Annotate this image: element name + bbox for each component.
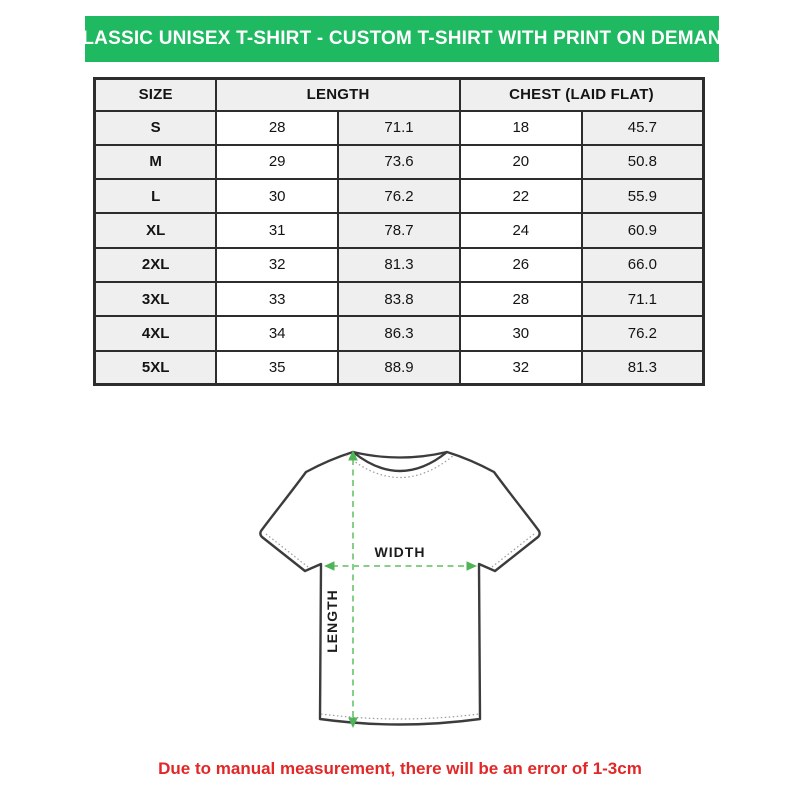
length-in-cell: 34 [216, 316, 338, 350]
col-header-chest: CHEST (LAID FLAT) [460, 79, 704, 111]
size-cell: 4XL [95, 316, 217, 350]
length-cm-cell: 78.7 [338, 213, 460, 247]
tshirt-measurement-diagram [240, 438, 560, 758]
chest-cm-cell: 81.3 [582, 351, 704, 385]
length-cm-cell: 86.3 [338, 316, 460, 350]
length-in-cell: 35 [216, 351, 338, 385]
chest-in-cell: 26 [460, 248, 582, 282]
chest-cm-cell: 50.8 [582, 145, 704, 179]
chest-cm-cell: 45.7 [582, 111, 704, 145]
chest-in-cell: 32 [460, 351, 582, 385]
size-cell: 5XL [95, 351, 217, 385]
chest-in-cell: 20 [460, 145, 582, 179]
measurement-note: Due to manual measurement, there will be an error of 1-3cm [158, 759, 642, 778]
size-cell: 2XL [95, 248, 217, 282]
col-header-length: LENGTH [216, 79, 460, 111]
length-cm-cell: 71.1 [338, 111, 460, 145]
chest-in-cell: 22 [460, 179, 582, 213]
chest-in-cell: 30 [460, 316, 582, 350]
length-in-cell: 31 [216, 213, 338, 247]
chest-cm-cell: 60.9 [582, 213, 704, 247]
size-cell: XL [95, 213, 217, 247]
chest-cm-cell: 55.9 [582, 179, 704, 213]
chest-in-cell: 28 [460, 282, 582, 316]
size-cell: M [95, 145, 217, 179]
chest-cm-cell: 66.0 [582, 248, 704, 282]
table-row [95, 248, 704, 282]
size-table [93, 77, 705, 386]
chest-in-cell: 24 [460, 213, 582, 247]
chest-in-cell: 18 [460, 111, 582, 145]
table-row [95, 179, 704, 213]
table-row [95, 316, 704, 350]
length-in-cell: 32 [216, 248, 338, 282]
length-cm-cell: 76.2 [338, 179, 460, 213]
length-cm-cell: 88.9 [338, 351, 460, 385]
title-banner [68, 16, 736, 62]
length-in-cell: 29 [216, 145, 338, 179]
length-in-cell: 28 [216, 111, 338, 145]
width-label: WIDTH [374, 544, 426, 560]
collar-line [353, 452, 447, 458]
table-row [95, 145, 704, 179]
tshirt-outline [260, 452, 539, 725]
length-label: LENGTH [324, 589, 340, 653]
length-cm-cell: 83.8 [338, 282, 460, 316]
table-row [95, 351, 704, 385]
size-cell: S [95, 111, 217, 145]
length-cm-cell: 81.3 [338, 248, 460, 282]
table-row [95, 111, 704, 145]
chest-cm-cell: 76.2 [582, 316, 704, 350]
col-header-size: SIZE [95, 79, 217, 111]
page-title: CLASSIC UNISEX T-SHIRT - CUSTOM T-SHIRT WITH PRINT ON DEMAND [68, 28, 736, 49]
length-in-cell: 30 [216, 179, 338, 213]
size-cell: L [95, 179, 217, 213]
chest-cm-cell: 71.1 [582, 282, 704, 316]
length-cm-cell: 73.6 [338, 145, 460, 179]
table-row [95, 213, 704, 247]
size-cell: 3XL [95, 282, 217, 316]
length-in-cell: 33 [216, 282, 338, 316]
table-row [95, 282, 704, 316]
table-header-row [95, 79, 704, 111]
